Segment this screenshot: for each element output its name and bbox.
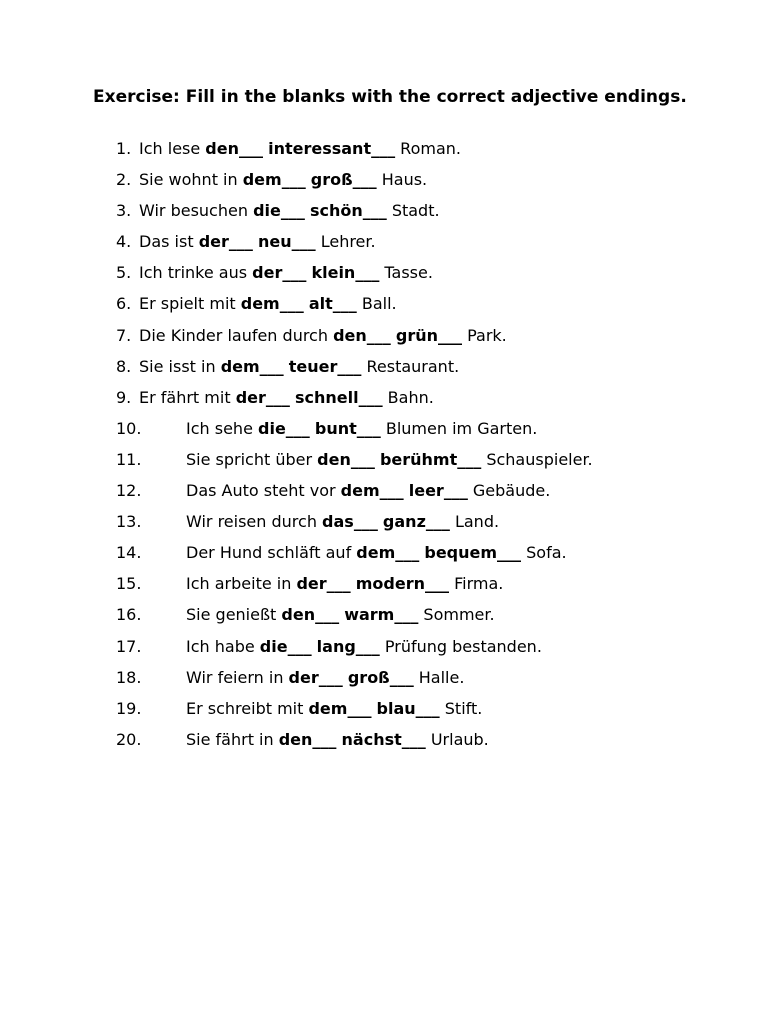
sentence-text: Ich arbeite in xyxy=(186,574,297,594)
item-sentence xyxy=(186,417,537,441)
item-sentence xyxy=(139,386,434,410)
item-number: 4. xyxy=(116,232,132,252)
adjective-blank: teuer___ xyxy=(288,356,362,376)
article-blank: den___ xyxy=(281,605,340,625)
article-blank: das___ xyxy=(322,512,378,532)
sentence-text: Urlaub. xyxy=(425,729,489,749)
sentence-text: Prüfung bestanden. xyxy=(379,636,542,656)
item-number: 9. xyxy=(116,387,132,407)
item-number: 17. xyxy=(116,636,142,656)
article-blank: den___ xyxy=(317,449,375,469)
sentence-text: Land. xyxy=(449,512,500,532)
adjective-blank: groß___ xyxy=(310,170,377,190)
item-sentence xyxy=(186,510,499,534)
item-sentence xyxy=(186,635,542,659)
item-sentence xyxy=(139,230,376,254)
item-sentence xyxy=(139,137,461,161)
sentence-text: Sie isst in xyxy=(139,356,221,376)
sentence-text: Das ist xyxy=(139,232,199,252)
exercise-item xyxy=(0,510,768,541)
adjective-blank: interessant___ xyxy=(268,139,396,158)
adjective-blank: ganz___ xyxy=(382,512,450,532)
adjective-blank: bequem___ xyxy=(424,543,522,563)
adjective-blank: lang___ xyxy=(316,636,380,656)
article-blank: den___ xyxy=(333,325,391,345)
article-blank: dem___ xyxy=(308,698,372,718)
sentence-text: Er fährt mit xyxy=(139,387,236,407)
sentence-text: Restaurant. xyxy=(361,356,460,376)
article-blank: der___ xyxy=(252,263,307,283)
sentence-text: Er schreibt mit xyxy=(186,698,309,718)
item-sentence xyxy=(139,324,507,348)
sentence-text: Stift. xyxy=(439,698,483,718)
exercise-item xyxy=(0,572,768,603)
item-sentence xyxy=(186,697,482,721)
adjective-blank: grün___ xyxy=(395,325,462,345)
article-blank: der___ xyxy=(235,387,290,407)
sentence-text: Roman. xyxy=(395,139,461,158)
sentence-text: Ich sehe xyxy=(186,418,258,438)
item-sentence xyxy=(186,603,495,627)
adjective-blank: schön___ xyxy=(309,201,387,221)
adjective-blank: nächst___ xyxy=(341,729,426,749)
sentence-text: Das Auto steht vor xyxy=(186,481,341,501)
exercise-item xyxy=(0,541,768,572)
article-blank: der___ xyxy=(288,667,343,687)
adjective-blank: leer___ xyxy=(408,481,468,501)
exercise-item xyxy=(0,728,768,759)
exercise-item xyxy=(0,479,768,510)
item-sentence xyxy=(139,168,427,192)
exercise-item xyxy=(0,635,768,666)
item-number: 7. xyxy=(116,325,132,345)
item-number: 12. xyxy=(116,481,142,501)
exercise-item xyxy=(0,137,768,168)
item-sentence xyxy=(186,448,593,472)
adjective-blank: berühmt___ xyxy=(379,449,482,469)
exercise-item xyxy=(0,417,768,448)
sentence-text: Ich habe xyxy=(186,636,260,656)
sentence-text: Ich lese xyxy=(139,139,206,158)
item-sentence xyxy=(139,261,433,285)
adjective-blank: warm___ xyxy=(344,605,419,625)
adjective-blank: alt___ xyxy=(308,294,357,314)
item-number: 11. xyxy=(116,449,142,469)
sentence-text: Blumen im Garten. xyxy=(380,418,538,438)
article-blank: die___ xyxy=(258,418,310,438)
item-sentence xyxy=(139,355,459,379)
item-number: 8. xyxy=(116,356,132,376)
article-blank: dem___ xyxy=(340,481,404,501)
article-blank: die___ xyxy=(259,636,312,656)
item-sentence xyxy=(186,666,464,690)
exercise-list xyxy=(0,137,768,759)
article-blank: dem___ xyxy=(356,543,420,563)
sentence-text: Der Hund schläft auf xyxy=(186,543,357,563)
sentence-text: Gebäude. xyxy=(467,481,551,501)
item-sentence xyxy=(186,541,567,565)
exercise-item xyxy=(0,199,768,230)
item-number: 5. xyxy=(116,263,132,283)
exercise-title: Exercise: Fill in the blanks with the correct adjective endings. xyxy=(93,87,687,107)
article-blank: der___ xyxy=(296,574,351,594)
exercise-item xyxy=(0,697,768,728)
exercise-item xyxy=(0,355,768,386)
item-sentence xyxy=(186,728,489,752)
sentence-text: Er spielt mit xyxy=(139,294,241,314)
item-sentence xyxy=(186,479,550,503)
item-sentence xyxy=(139,199,440,223)
sentence-text: Wir reisen durch xyxy=(186,512,323,532)
sentence-text: Sie wohnt in xyxy=(139,170,243,190)
item-number: 6. xyxy=(116,294,132,314)
article-blank: dem___ xyxy=(242,170,306,190)
sentence-text: Schauspieler. xyxy=(481,449,593,469)
article-blank: die___ xyxy=(253,201,305,221)
exercise-item xyxy=(0,230,768,261)
sentence-text: Sie spricht über xyxy=(186,449,318,469)
sentence-text: Tasse. xyxy=(379,263,433,283)
adjective-blank: modern___ xyxy=(355,574,449,594)
sentence-text: Stadt. xyxy=(386,201,440,221)
item-number: 14. xyxy=(116,543,142,563)
sentence-text: Sommer. xyxy=(418,605,495,625)
exercise-item xyxy=(0,666,768,697)
item-number: 18. xyxy=(116,667,142,687)
sentence-text: Firma. xyxy=(449,574,504,594)
sentence-text: Sofa. xyxy=(521,543,567,563)
exercise-item xyxy=(0,386,768,417)
item-sentence xyxy=(139,292,397,316)
sentence-text: Sie genießt xyxy=(186,605,282,625)
item-number: 2. xyxy=(116,170,132,190)
sentence-text: Ich trinke aus xyxy=(139,263,253,283)
article-blank: den___ xyxy=(205,139,263,158)
item-number: 15. xyxy=(116,574,142,594)
sentence-text: Die Kinder laufen durch xyxy=(139,325,334,345)
item-number: 10. xyxy=(116,418,142,438)
exercise-item xyxy=(0,603,768,634)
article-blank: dem___ xyxy=(240,294,304,314)
adjective-blank: neu___ xyxy=(257,232,316,252)
sentence-text: Wir feiern in xyxy=(186,667,289,687)
exercise-item xyxy=(0,168,768,199)
sentence-text: Ball. xyxy=(356,294,397,314)
exercise-item xyxy=(0,261,768,292)
item-number: 13. xyxy=(116,512,142,532)
adjective-blank: schnell___ xyxy=(294,387,383,407)
adjective-blank: groß___ xyxy=(347,667,414,687)
sentence-text: Halle. xyxy=(413,667,465,687)
article-blank: der___ xyxy=(198,232,253,252)
item-sentence xyxy=(186,572,503,596)
item-number: 3. xyxy=(116,201,132,221)
sentence-text: Wir besuchen xyxy=(139,201,254,221)
adjective-blank: klein___ xyxy=(311,263,380,283)
item-number: 19. xyxy=(116,698,142,718)
item-number: 1. xyxy=(116,139,132,158)
exercise-item xyxy=(0,448,768,479)
sentence-text: Bahn. xyxy=(382,387,434,407)
exercise-item xyxy=(0,292,768,323)
item-number: 16. xyxy=(116,605,142,625)
sentence-text: Haus. xyxy=(376,170,428,190)
item-number: 20. xyxy=(116,729,142,749)
sentence-text: Sie fährt in xyxy=(186,729,279,749)
exercise-item xyxy=(0,324,768,355)
sentence-text: Park. xyxy=(462,325,507,345)
article-blank: den___ xyxy=(278,729,337,749)
sentence-text: Lehrer. xyxy=(315,232,376,252)
adjective-blank: bunt___ xyxy=(314,418,381,438)
adjective-blank: blau___ xyxy=(376,698,440,718)
article-blank: dem___ xyxy=(220,356,284,376)
